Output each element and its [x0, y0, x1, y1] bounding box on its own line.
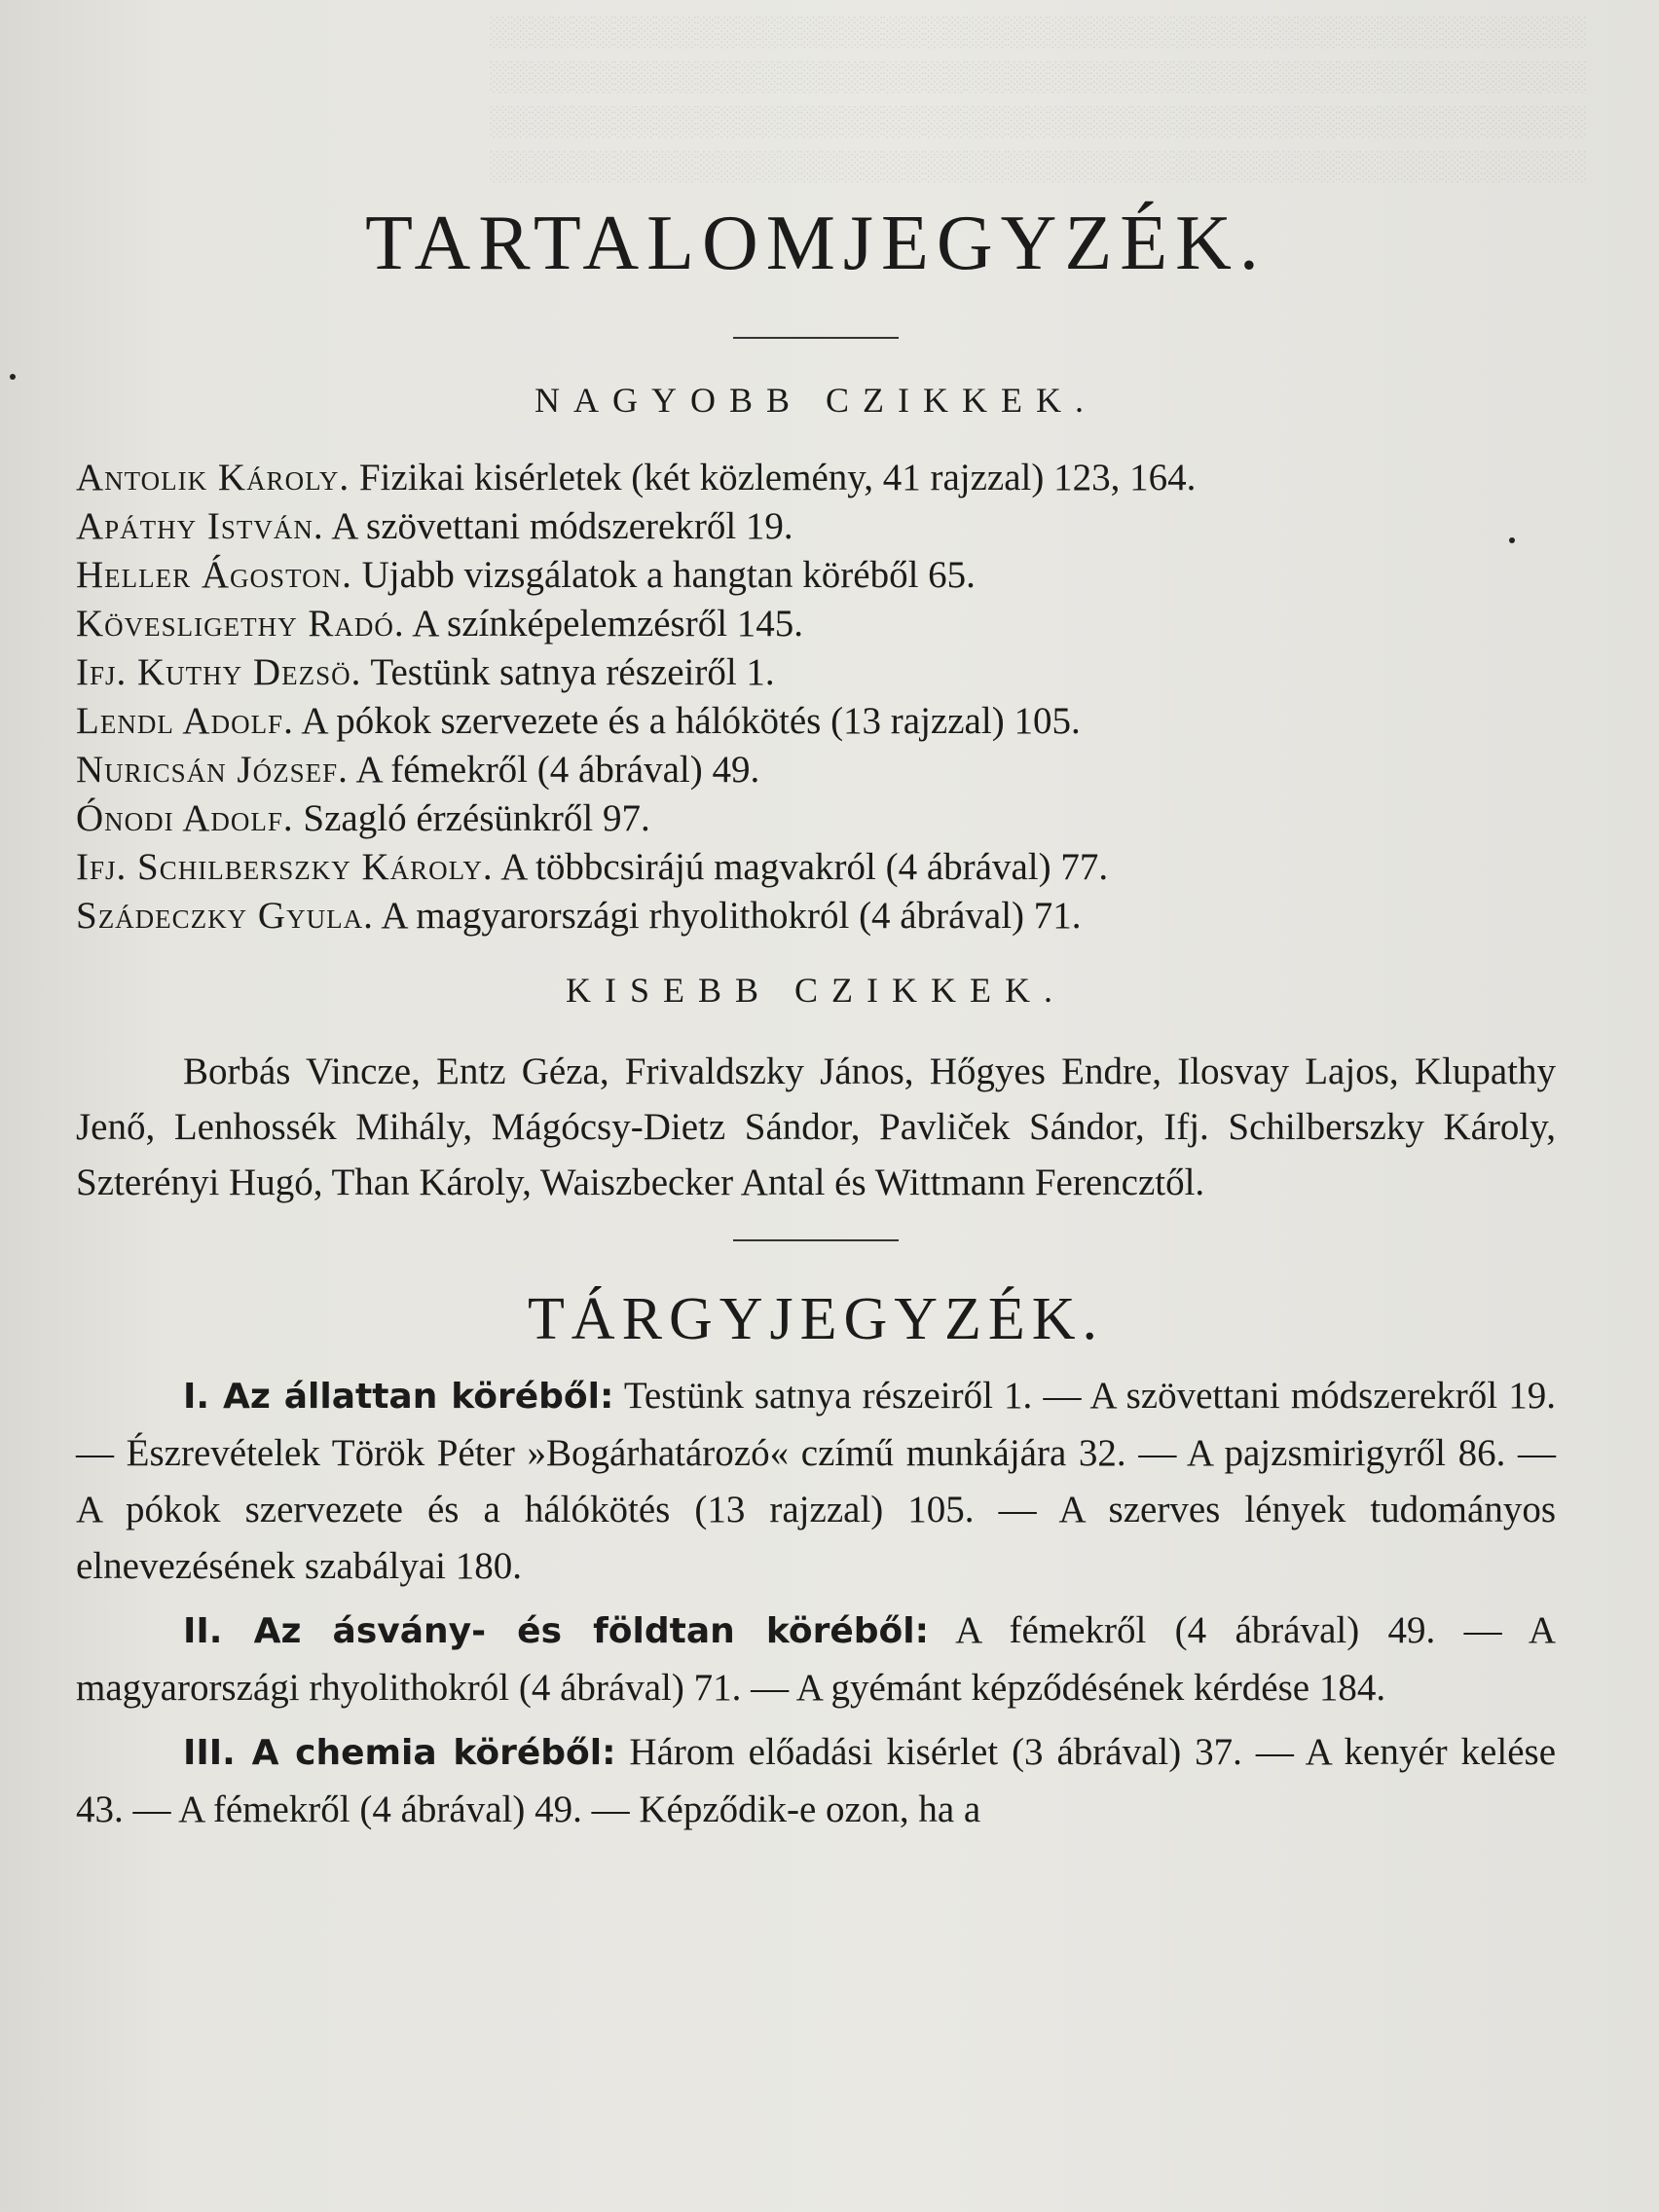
entry-author: Ónodi Adolf. [76, 797, 294, 839]
entry-author: Heller Ágoston. [76, 554, 352, 596]
subject-section-heading: III. A chemia köréből: [183, 1733, 616, 1773]
entry-author: Lendl Adolf. [76, 700, 294, 742]
entry-text: A fémekről (4 ábrával) 49. [348, 749, 760, 791]
entry-author: Nuricsán József. [76, 749, 349, 791]
entry-author: Ifj. Schilberszky Károly. [76, 846, 494, 888]
subject-section [76, 1368, 1556, 1595]
list-item [76, 794, 1556, 843]
entry-text: Testünk satnya részeiről 1. [361, 651, 775, 693]
page-title: TARTALOMJEGYZÉK. [365, 201, 1267, 286]
entry-author: Antolik Károly. [76, 457, 350, 498]
subject-section-text: A fémekről (4 ábrával) 49. — A magyarországi rhyolithokról (4 ábrával) 71. — A gyémánt képződésének kérdése 184. [76, 1609, 1556, 1709]
entry-text: Ujabb vizsgálatok a hangtan köréből 65. [351, 554, 976, 596]
subject-index-title: TÁRGYJEGYZÉK. [527, 1286, 1105, 1352]
major-articles-heading: NAGYOBB CZIKKEK. [535, 381, 1097, 420]
subject-section [76, 1603, 1556, 1716]
entry-text: Fizikai kisérletek (két közlemény, 41 rajzzal) 123, 164. [350, 457, 1197, 498]
entry-text: A magyarországi rhyolithokról (4 ábrával) 71. [373, 895, 1082, 937]
list-item [76, 746, 1556, 794]
bleed-through-text: ░░░░░░░░░░░░░░░░░░░░░░░░░░░░░░░░░░░░░░░░░░░░░░░░░░░░░ ░░░░░░░░░░░░░░░░░░░░░░░░░░░░░░░░░░░░░░░░░░░░░░░░░░░░░ ░░░░░░░░░░░░░░░░░░░░░░░░░░░░░░░░░░░░░░░░░░░░░░░░░░░░░ ░░░░░░░░░░░░░░░░░░░░░░░░░░░░░░░░░░░░░░░░░░░░░░░░░░░░░ [490, 16, 1587, 182]
title-divider [733, 337, 899, 339]
entry-text: A színképelemzésről 145. [404, 603, 804, 645]
table-of-contents [76, 195, 1556, 1838]
list-item [76, 551, 1556, 600]
entry-text: Szagló érzésünkről 97. [293, 797, 650, 839]
entry-text: A pókok szervezete és a hálókötés (13 rajzzal) 105. [293, 700, 1081, 742]
subject-section-text: Három előadási kisérlet (3 ábrával) 37. — A kenyér kelése 43. — A fémekről (4 ábrával) 49. — Képződik-e ozon, ha a [76, 1731, 1556, 1830]
entry-author: Szádeczky Gyula. [76, 895, 374, 937]
subject-section-heading: I. Az állattan köréből: [183, 1377, 614, 1417]
list-item [76, 502, 1556, 551]
ink-speck [10, 374, 16, 380]
subject-section-heading: II. Az ásvány- és földtan köréből: [183, 1611, 929, 1651]
entry-text: A többcsirájú magvakról (4 ábrával) 77. [493, 846, 1109, 888]
major-articles-list [76, 454, 1556, 940]
entry-text: A szövettani módszerekről 19. [323, 505, 793, 547]
minor-articles-authors: Borbás Vincze, Entz Géza, Frivaldszky János, Hőgyes Endre, Ilosvay Lajos, Klupathy Jenő, Lenhossék Mihály, Mágócsy-Dietz Sándor, Pavliček Sándor, Ifj. Schilberszky Károly, Szterényi Hugó, Than Károly, Waiszbecker Antal és Wittmann Ferencztől. [76, 1051, 1556, 1203]
list-item [76, 600, 1556, 648]
minor-articles-heading: KISEBB CZIKKEK. [566, 971, 1066, 1010]
list-item [76, 648, 1556, 697]
list-item [76, 697, 1556, 746]
list-item [76, 892, 1556, 940]
section-divider [733, 1239, 899, 1241]
list-item [76, 454, 1556, 502]
entry-author: Ifj. Kuthy Dezsö. [76, 651, 362, 693]
subject-section [76, 1724, 1556, 1838]
list-item [76, 843, 1556, 892]
entry-author: Kövesligethy Radó. [76, 603, 405, 645]
entry-author: Apáthy István. [76, 505, 324, 547]
subject-section-text: Testünk satnya részeiről 1. — A szövettani módszerekről 19. — Észrevételek Török Péter »Bogárhatározó« czímű munkájára 32. — A pajzsmirigyről 86. — A pókok szervezete és a hálókötés (13 rajzzal) 105. — A szerves lények tudományos elnevezésének szabályai 180. [76, 1375, 1556, 1587]
